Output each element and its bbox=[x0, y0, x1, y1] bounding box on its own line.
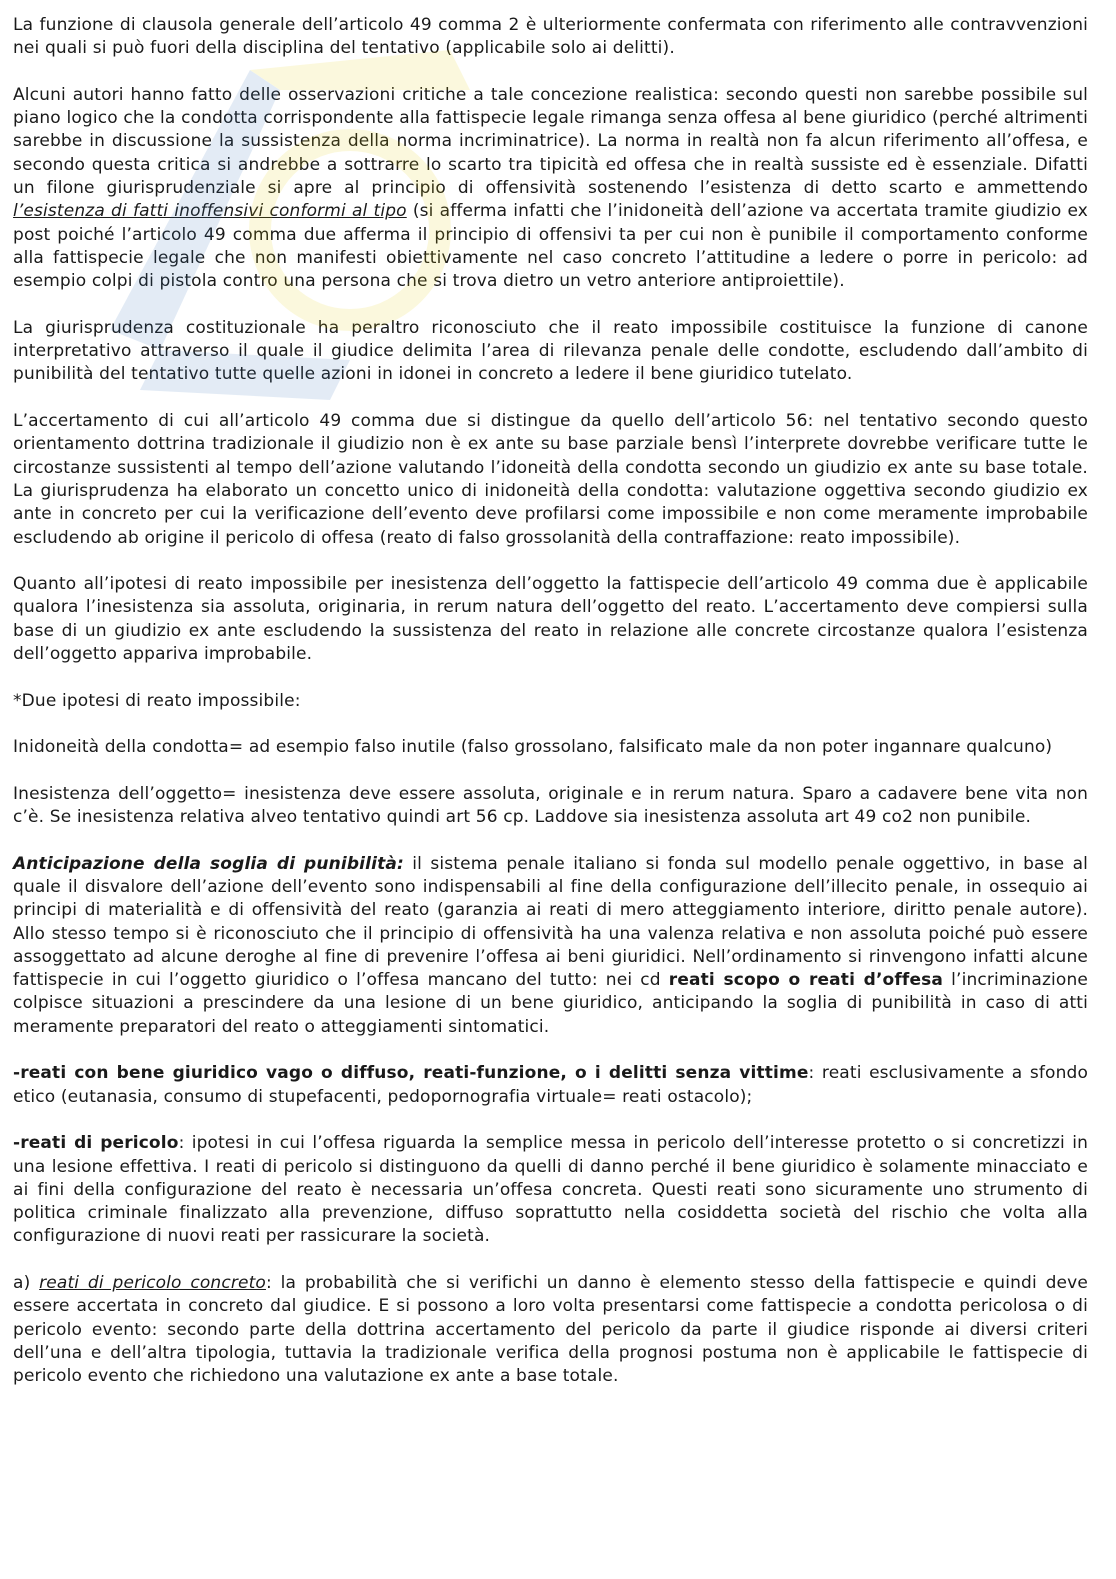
paragraph-11 bbox=[13, 1132, 1088, 1248]
paragraph-2 bbox=[13, 84, 1088, 294]
paragraph-8: Inesistenza dell’oggetto= inesistenza deve essere assoluta, originale e in rerum natura. Sparo a cadavere bene vita non c’è. Se inesistenza relativa alveo tentativo quindi art 56 cp. Laddove sia inesistenza assoluta art 49 co2 non punibile. bbox=[13, 783, 1088, 828]
paragraph-12 bbox=[13, 1272, 1088, 1388]
paragraph-9-text-a: il sistema penale italiano si fonda sul modello penale oggettivo, in base al quale il disvalore dell’azione dell’evento sono indispensabili al fine della configurazione dell’illecito penale, in ossequio ai principi di materialità e di offensività del reato (garanzia ai reati di mero atteggiamento interiore, diritto penale autore). Allo stesso tempo si è riconosciuto che il principio di offensività ha una valenza relativa e non assoluta poiché può essere assoggettato ad alcune deroghe al fine di prevenire l’offesa ai beni giuridici. Nell’ordinamento si rinvengono infatti alcune fattispecie in cui l’oggetto giuridico o l’offesa mancano del tutto: nei cd bbox=[13, 853, 1089, 991]
paragraph-9 bbox=[13, 853, 1088, 1039]
paragraph-2-text-b: (si afferma infatti che l’inidoneità dell’azione va accertata tramite giudizio ex post poiché l’articolo 49 comma due afferma il principio di offensivi ta per cui non è punibile il comportamento conforme alla fattispecie legale che non manifesti obiettivamente nel caso concreto l’attitudine a ledere o porre in pericolo: ad esempio colpi di pistola contro una persona che si trova dietro un vetro anteriore antiproiettile). bbox=[13, 201, 1089, 292]
paragraph-2-text-a: Alcuni autori hanno fatto delle osservazioni critiche a tale concezione realistica: secondo questi non sarebbe possibile sul piano logico che la condotta corrispondente alla fattispecie legale rimanga senza offesa al bene giuridico (perché altrimenti sarebbe in discussione la sussistenza della norma incriminatrice). La norma in realtà non fa alcun riferimento all’offesa, e secondo questa critica si andrebbe a sottrarre lo scarto tra tipicità ed offesa che in realtà sussiste ed è essenziale. Difatti un filone giurisprudenziale si apre al principio di offensività sostenendo l’esistenza di detto scarto e ammettendo bbox=[13, 84, 1088, 199]
paragraph-12-prefix: a) bbox=[13, 1273, 40, 1294]
paragraph-10-bold: -reati con bene giuridico vago o diffuso, reati-funzione, o i delitti senza vittime bbox=[13, 1063, 809, 1084]
paragraph-3: La giurisprudenza costituzionale ha peraltro riconosciuto che il reato impossibile costituisce la funzione di canone interpretativo attraverso il quale il giudice delimita l’area di rilevanza penale delle condotte, escludendo dall’ambito di punibilità del tentativo tutte quelle azioni in idonei in concreto a ledere il bene giuridico tutelato. bbox=[13, 317, 1088, 385]
paragraph-12-text: : la probabilità che si verifichi un danno è elemento stesso della fattispecie e quindi deve essere accertata in concreto dal giudice. E si possono a loro volta presentarsi come fattispecie a condotta pericolosa o di pericolo evento: secondo parte della dottrina accertamento del pericolo da parte il giudice risponde ai diversi criteri dell’una e dell’altra tipologia, tuttavia la tradizionale verifica della prognosi postuma non è applicabile le fattispecie di pericolo evento che richiedono una valutazione ex ante a base totale. bbox=[13, 1273, 1088, 1387]
paragraph-11-text: : ipotesi in cui l’offesa riguarda la semplice messa in pericolo dell’interesse protetto o si concretizzi in una lesione effettiva. I reati di pericolo si distinguono da quelli di danno perché il bene giuridico è solamente minacciato e ai fini della configurazione del reato è necessaria un’offesa concreta. Questi reati sono sicuramente uno strumento di politica criminale finalizzato alla prevenzione, diffuso soprattutto nella cosiddetta società del rischio che volta alla configurazione di nuovi reati per rassicurare la società. bbox=[13, 1133, 1088, 1247]
paragraph-2-emphasis: l’esistenza di fatti inoffensivi conformi al tipo bbox=[13, 201, 407, 222]
paragraph-12-emphasis: reati di pericolo concreto bbox=[39, 1273, 266, 1294]
paragraph-9-bold: reati scopo o reati d’offesa bbox=[668, 970, 944, 991]
paragraph-5: Quanto all’ipotesi di reato impossibile per inesistenza dell’oggetto la fattispecie dell’articolo 49 comma due è applicabile qualora l’inesistenza sia assoluta, originaria, in rerum natura dell’oggetto del reato. L’accertamento deve compiersi sulla base di un giudizio ex ante escludendo la sussistenza del reato in relazione alle concrete circostanze qualora l’esistenza dell’oggetto appariva improbabile. bbox=[13, 574, 1088, 665]
paragraph-7: Inidoneità della condotta= ad esempio falso inutile (falso grossolano, falsificato male da non poter ingannare qualcuno) bbox=[13, 737, 1053, 758]
paragraph-10-text: : reati esclusivamente a sfondo etico (eutanasia, consumo di stupefacenti, pedopornografia virtuale= reati ostacolo); bbox=[13, 1063, 1088, 1107]
paragraph-10 bbox=[13, 1062, 1088, 1109]
section-heading: Anticipazione della soglia di punibilità: bbox=[13, 853, 404, 874]
paragraph-1: La funzione di clausola generale dell’articolo 49 comma 2 è ulteriormente confermata con riferimento alle contravvenzioni nei quali si può fuori della disciplina del tentativo (applicabile solo ai delitti). bbox=[13, 15, 1088, 59]
paragraph-11-bold: -reati di pericolo bbox=[13, 1133, 179, 1154]
paragraph-6: *Due ipotesi di reato impossibile: bbox=[13, 690, 301, 711]
paragraph-9-text-b: l’incriminazione colpisce situazioni a prescindere da una lesione di un bene giuridico, anticipando la soglia di punibilità in caso di atti meramente preparatori del reato o atteggiamenti sintomatici. bbox=[13, 970, 1088, 1037]
paragraph-4: L’accertamento di cui all’articolo 49 comma due si distingue da quello dell’articolo 56: nel tentativo secondo questo orientamento dottrina tradizionale il giudizio non è ex ante su base parziale bensì l’interprete dovrebbe verificare tutte le circostanze sussistenti al tempo dell’azione valutando l’idoneità della condotta secondo un giudizio ex ante su base totale. La giurisprudenza ha elaborato un concetto unico di inidoneità della condotta: valutazione oggettiva secondo giudizio ex ante in concreto per cui la verificazione dell’evento deve profilarsi come impossibile e non come meramente improbabile escludendo ab origine il pericolo di offesa (reato di falso grossolanità della contraffazione: reato impossibile). bbox=[13, 411, 1088, 548]
